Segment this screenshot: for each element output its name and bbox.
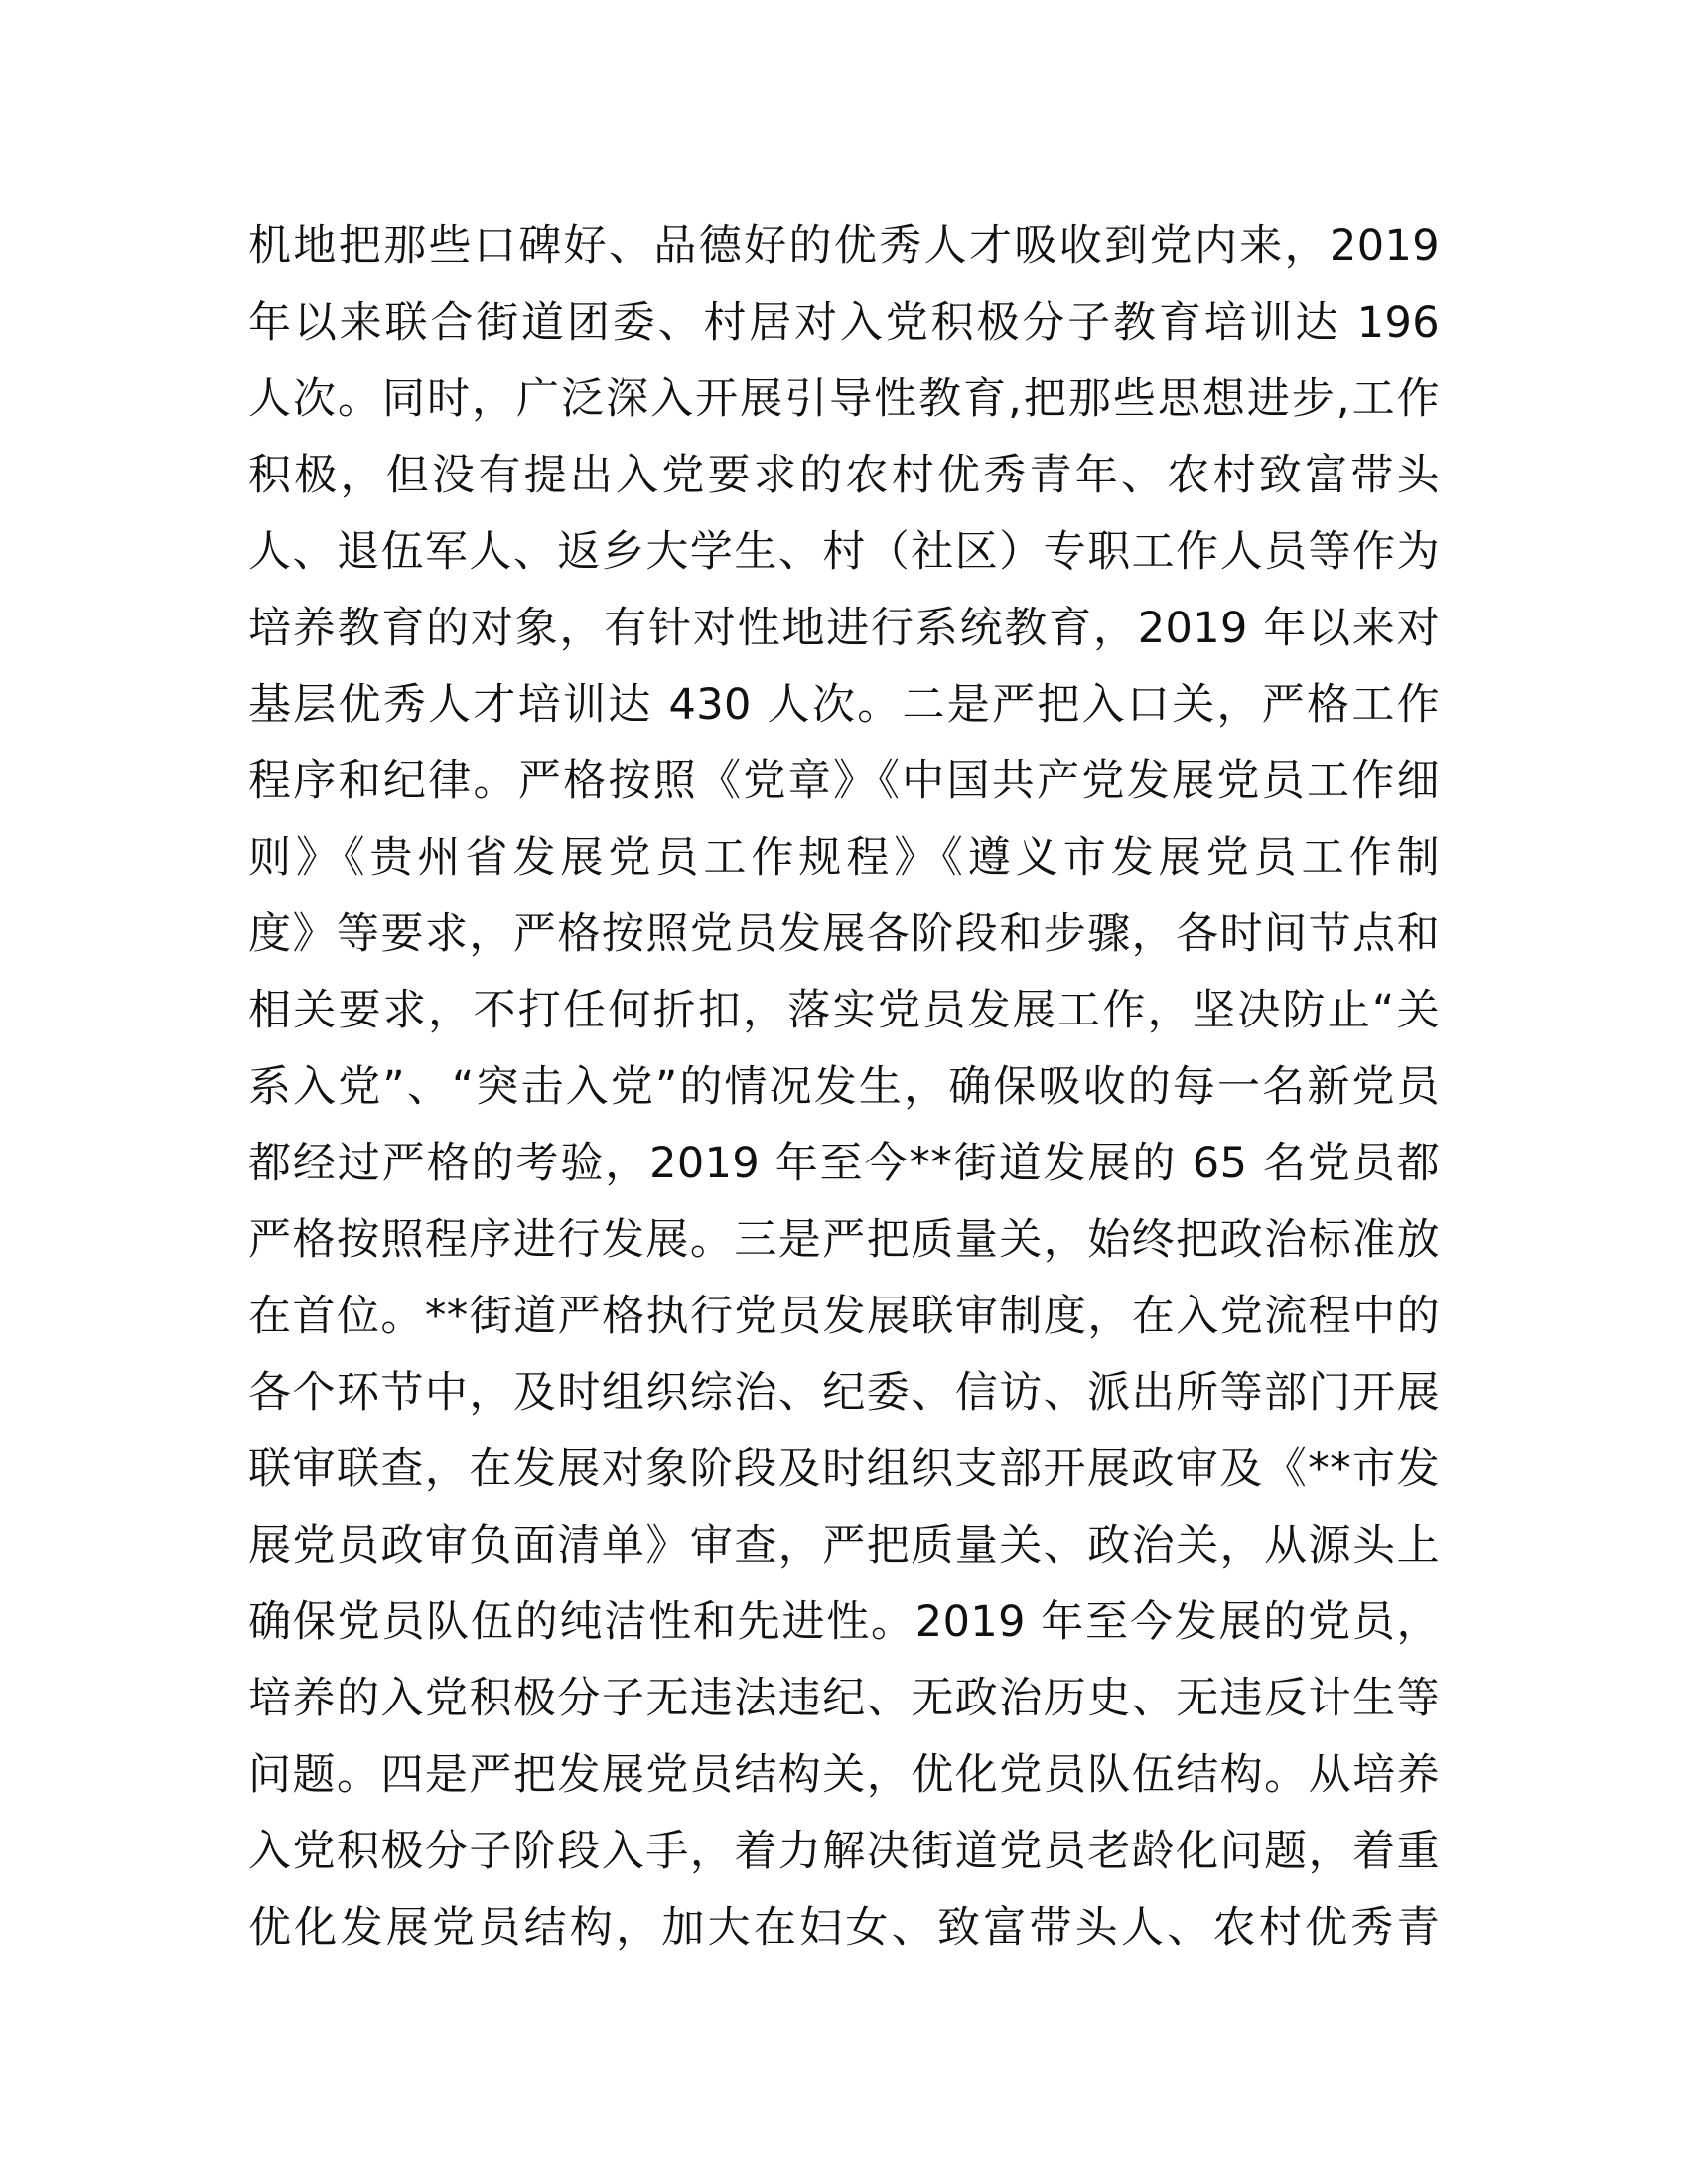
text-line: 程序和纪律。严格按照《党章》《中国共产党发展党员工作细	[248, 756, 1440, 806]
text-line: 则》《贵州省发展党员工作规程》《遵义市发展党员工作制	[248, 833, 1440, 883]
text-line: 相关要求，不打任何折扣，落实党员发展工作，坚决防止“关	[248, 986, 1440, 1035]
text-line: 基层优秀人才培训达 430 人次。二是严把入口关，严格工作	[248, 680, 1440, 730]
text-line: 各个环节中，及时组织综治、纪委、信访、派出所等部门开展	[248, 1368, 1440, 1418]
text-line: 人次。同时，广泛深入开展引导性教育,把那些思想进步,工作	[248, 374, 1440, 424]
text-line: 优化发展党员结构，加大在妇女、致富带头人、农村优秀青	[248, 1903, 1440, 1953]
text-line: 都经过严格的考验，2019 年至今**街道发展的 65 名党员都	[248, 1139, 1440, 1188]
text-line: 年以来联合街道团委、村居对入党积极分子教育培训达 196	[248, 298, 1440, 347]
text-line: 入党积极分子阶段入手，着力解决街道党员老龄化问题，着重	[248, 1827, 1440, 1876]
text-line: 确保党员队伍的纯洁性和先进性。2019 年至今发展的党员，	[248, 1597, 1440, 1647]
text-line: 培养教育的对象，有针对性地进行系统教育，2019 年以来对	[248, 604, 1440, 653]
text-line: 机地把那些口碑好、品德好的优秀人才吸收到党内来，2019	[248, 221, 1440, 271]
text-line: 积极，但没有提出入党要求的农村优秀青年、农村致富带头	[248, 451, 1440, 500]
text-line: 严格按照程序进行发展。三是严把质量关，始终把政治标准放	[248, 1215, 1440, 1265]
text-line: 系入党”、“突击入党”的情况发生，确保吸收的每一名新党员	[248, 1062, 1440, 1112]
text-line: 问题。四是严把发展党员结构关，优化党员队伍结构。从培养	[248, 1750, 1440, 1800]
text-line: 展党员政审负面清单》审查，严把质量关、政治关，从源头上	[248, 1521, 1440, 1570]
text-line: 度》等要求，严格按照党员发展各阶段和步骤，各时间节点和	[248, 909, 1440, 959]
text-line: 培养的入党积极分子无违法违纪、无政治历史、无违反计生等	[248, 1674, 1440, 1723]
body-paragraph	[248, 208, 1440, 1967]
text-line: 人、退伍军人、返乡大学生、村（社区）专职工作人员等作为	[248, 527, 1440, 577]
text-line: 在首位。**街道严格执行党员发展联审制度，在入党流程中的	[248, 1292, 1440, 1341]
text-line: 联审联查，在发展对象阶段及时组织支部开展政审及《**市发	[248, 1444, 1440, 1494]
